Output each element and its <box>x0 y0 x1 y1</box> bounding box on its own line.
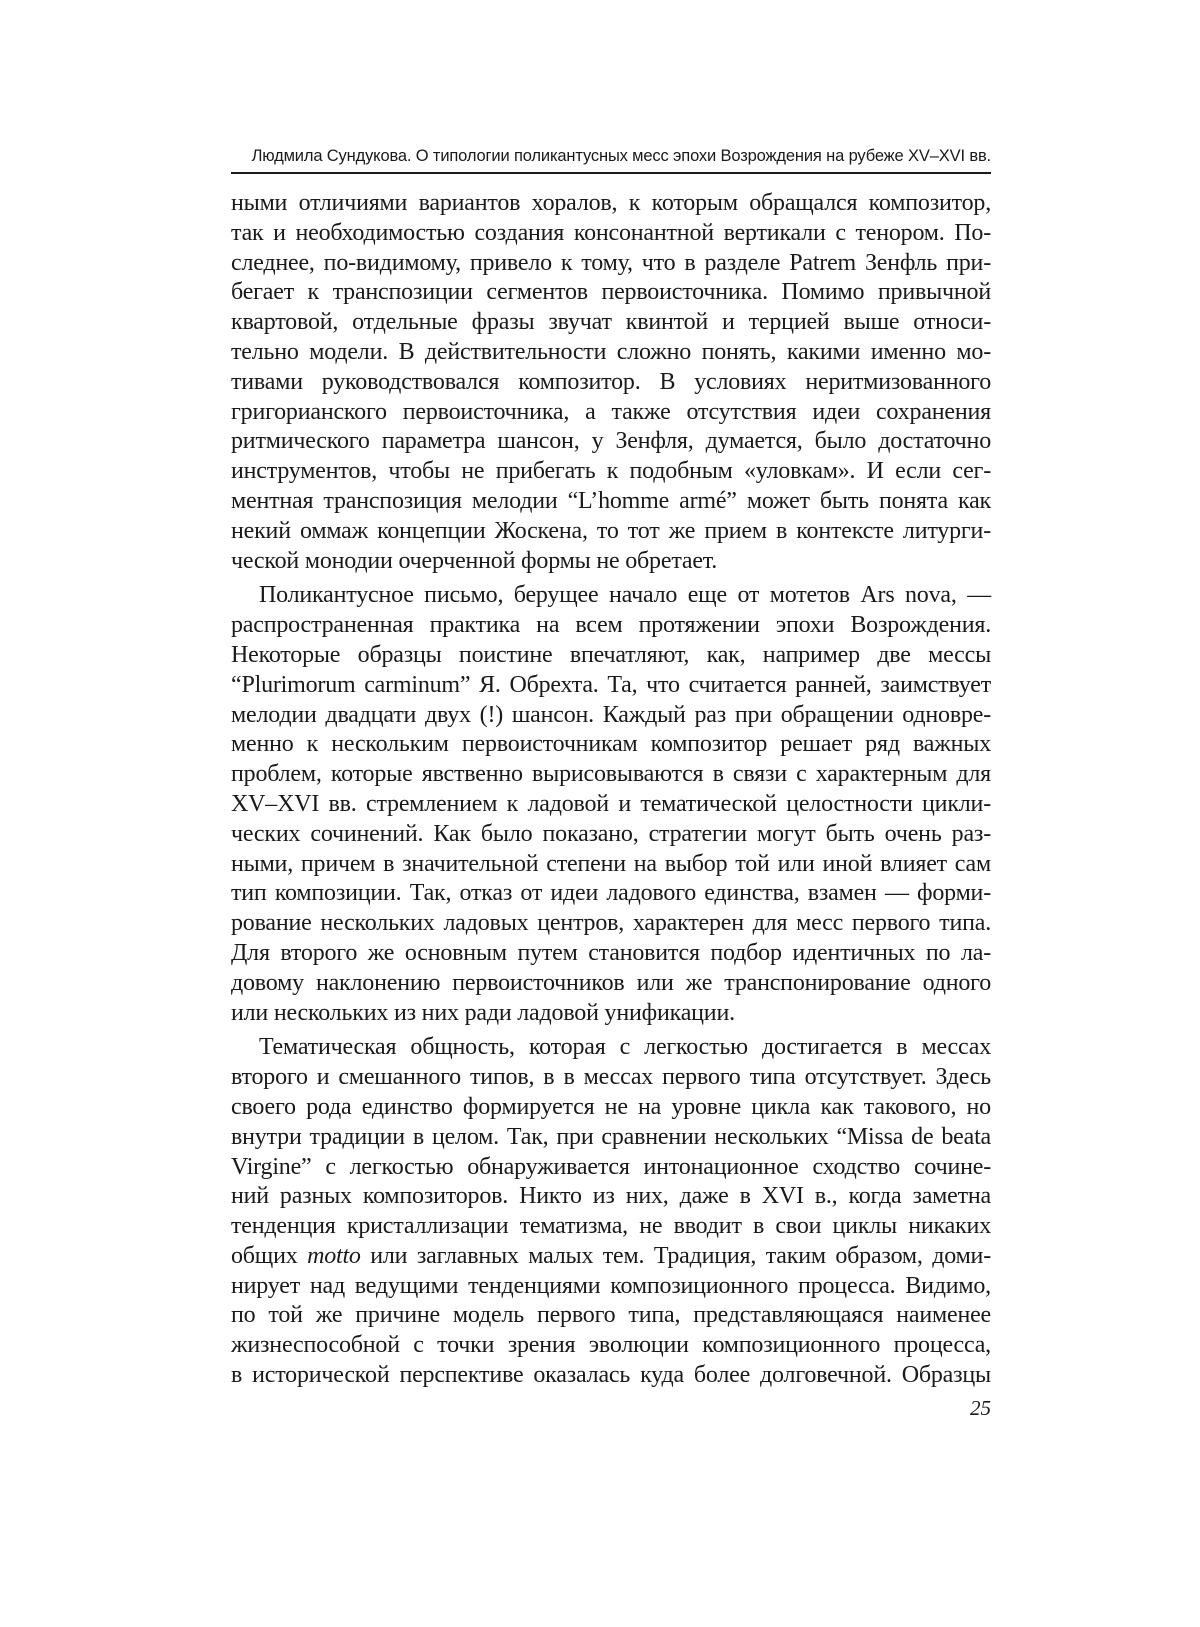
text-line: некий оммаж концепции Жоскена, то тот же прием в контексте литурги- <box>231 517 991 544</box>
paragraph-2 <box>231 581 991 1028</box>
running-head: Людмила Сундукова. О типологии поликантусных месс эпохи Возрождения на рубеже XV–XVI вв. <box>251 147 991 165</box>
text-line: ными отличиями вариантов хоралов, к которым обращался композитор, <box>231 190 991 216</box>
text-line: распространенная практика на всем протяжении эпохи Возрождения. <box>231 612 991 639</box>
text-line: так и необходимостью создания консонантной вертикали с тенором. По- <box>231 219 991 246</box>
text-line: ритмического параметра шансон, у Зенфля, думается, было достаточно <box>231 428 991 455</box>
text-line: Virgine” с легкостью обнаруживается интонационное сходство сочине- <box>231 1153 991 1180</box>
text-line: тенденция кристаллизации тематизма, не вводит в свои циклы никаких <box>231 1213 991 1240</box>
text-line: менно к нескольким первоисточникам композитор решает ряд важных <box>231 731 991 758</box>
text-line: или нескольких из них ради ладовой унификации. <box>231 999 735 1026</box>
text-line: общих motto или заглавных малых тем. Традиция, таким образом, доми- <box>231 1242 991 1269</box>
text-line: по той же причине модель первого типа, представляющаяся наименее <box>231 1302 991 1329</box>
text-line: жизнеспособной с точки зрения эволюции композиционного процесса, <box>231 1332 991 1359</box>
italic-term: motto <box>307 1242 361 1269</box>
text-line: квартовой, отдельные фразы звучат квинтой и терцией выше относи- <box>231 309 991 336</box>
text-line: ментная транспозиция мелодии “L’homme armé” может быть понята как <box>231 487 991 514</box>
text-line: довому наклонению первоисточников или же транспонирование одного <box>231 969 991 996</box>
text-line: рование нескольких ладовых центров, характерен для месс первого типа. <box>231 910 991 937</box>
text-line: тивами руководствовался композитор. В условиях неритмизованного <box>231 368 991 395</box>
text-line: XV–XVI вв. стремлением к ладовой и тематической целостности цикли- <box>231 790 991 817</box>
text-line: нирует над ведущими тенденциями композиционного процесса. Видимо, <box>231 1272 991 1299</box>
paragraph-1 <box>231 189 991 576</box>
text-line: инструментов, чтобы не прибегать к подобным «уловкам». И если сег- <box>231 458 991 485</box>
text-line: Поликантусное письмо, берущее начало еще от мотетов Ars nova, — <box>259 582 991 609</box>
text-line: мелодии двадцати двух (!) шансон. Каждый раз при обращении одновре- <box>231 701 991 728</box>
page-number: 25 <box>970 1396 991 1420</box>
text-line: ческой монодии очерченной формы не обретает. <box>231 547 718 574</box>
text-line: бегает к транспозиции сегментов первоисточника. Помимо привычной <box>231 279 991 306</box>
text-line: в исторической перспективе оказалась куда более долговечной. Образцы <box>231 1362 991 1389</box>
text-line: Тематическая общность, которая с легкостью достигается в мессах <box>259 1034 991 1061</box>
text-line: второго и смешанного типов, в в мессах первого типа отсутствует. Здесь <box>231 1064 991 1091</box>
text-line: внутри традиции в целом. Так, при сравнении нескольких “Missa de beata <box>231 1123 991 1150</box>
header-rule <box>231 172 991 174</box>
text-line: Некоторые образцы поистине впечатляют, как, например две мессы <box>231 641 991 668</box>
paragraph-3 <box>231 1033 991 1391</box>
text-line: тип композиции. Так, отказ от идеи ладового единства, взамен — форми- <box>231 880 991 907</box>
text-line: ными, причем в значительной степени на выбор той или иной влияет сам <box>231 850 991 877</box>
text-line: своего рода единство формируется не на уровне цикла как такового, но <box>231 1093 991 1120</box>
text-line: Для второго же основным путем становится подбор идентичных по ла- <box>231 939 991 966</box>
text-line: тельно модели. В действительности сложно понять, какими именно мо- <box>231 338 991 365</box>
body-text <box>231 189 991 1391</box>
text-line: проблем, которые явственно вырисовываются в связи с характерным для <box>231 761 991 788</box>
text-line: ческих сочинений. Как было показано, стратегии могут быть очень раз- <box>231 820 991 847</box>
text-line: григорианского первоисточника, а также отсутствия идеи сохранения <box>231 398 991 425</box>
text-line: ний разных композиторов. Никто из них, даже в XVI в., когда заметна <box>231 1183 991 1210</box>
text-line: следнее, по-видимому, привело к тому, что в разделе Patrem Зенфль при- <box>231 249 991 276</box>
text-line: “Plurimorum carminum” Я. Обрехта. Та, что считается ранней, заимствует <box>231 671 991 698</box>
